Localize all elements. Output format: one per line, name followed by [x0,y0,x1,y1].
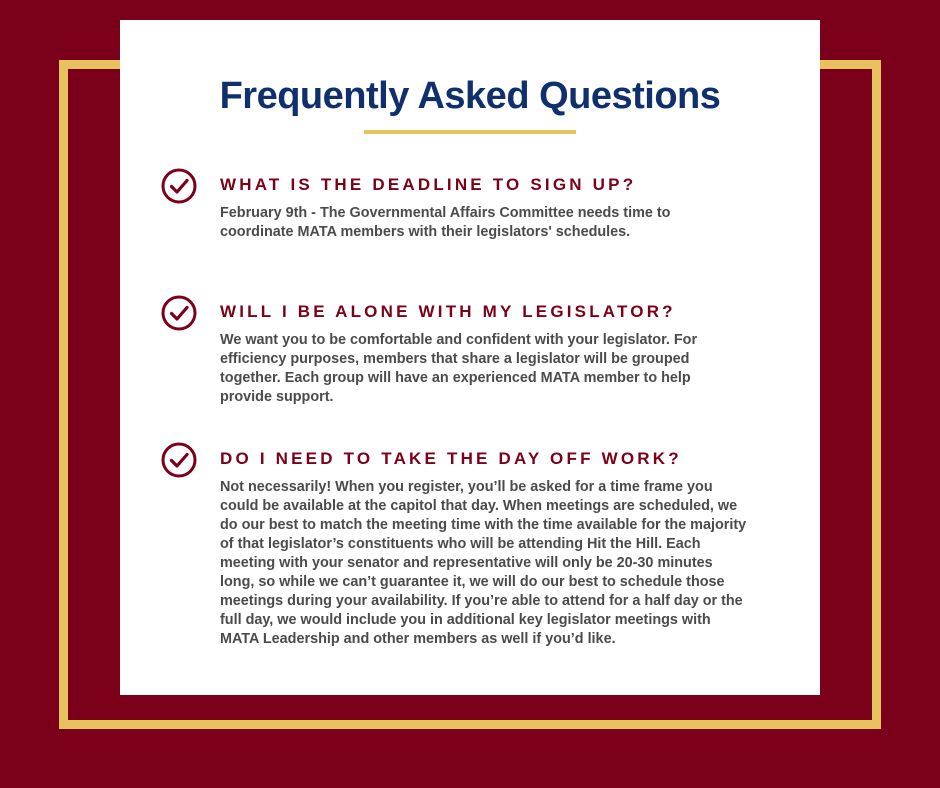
faq-answer: Not necessarily! When you register, you’ll be asked for a time frame you could be available at the capitol that day. When meetings are scheduled, we do our best to match the meeting time with the time available for the majority of that legislator’s constituents who will be attending Hit the Hill. Each meeting with your senator and representative will only be 20-30 minutes long, so while we can’t guarantee it, we will do our best to schedule those meetings during your availability. If you’re able to attend for a half day or the full day, we would include you in additional key legislator meetings with MATA Leadership and other members as well if you’d like. [220,479,747,647]
title-divider [364,130,576,134]
faq-answer: February 9th - The Governmental Affairs Committee needs time to coordinate MATA members with their legislators' schedules. [220,205,671,240]
faq-question: WHAT IS THE DEADLINE TO SIGN UP? [220,175,637,194]
check-circle-icon [160,167,198,205]
faq-answer: We want you to be comfortable and confident with your legislator. For efficiency purposes, members that share a legislator will be grouped together. Each group will have an experienced MATA member to help provide support. [220,332,698,405]
check-circle-icon [160,294,198,332]
faq-question: DO I NEED TO TAKE THE DAY OFF WORK? [220,449,682,468]
faq-card [120,20,820,695]
check-circle-icon [160,441,198,479]
page-title: Frequently Asked Questions [219,75,721,117]
faq-question: WILL I BE ALONE WITH MY LEGISLATOR? [220,302,676,321]
